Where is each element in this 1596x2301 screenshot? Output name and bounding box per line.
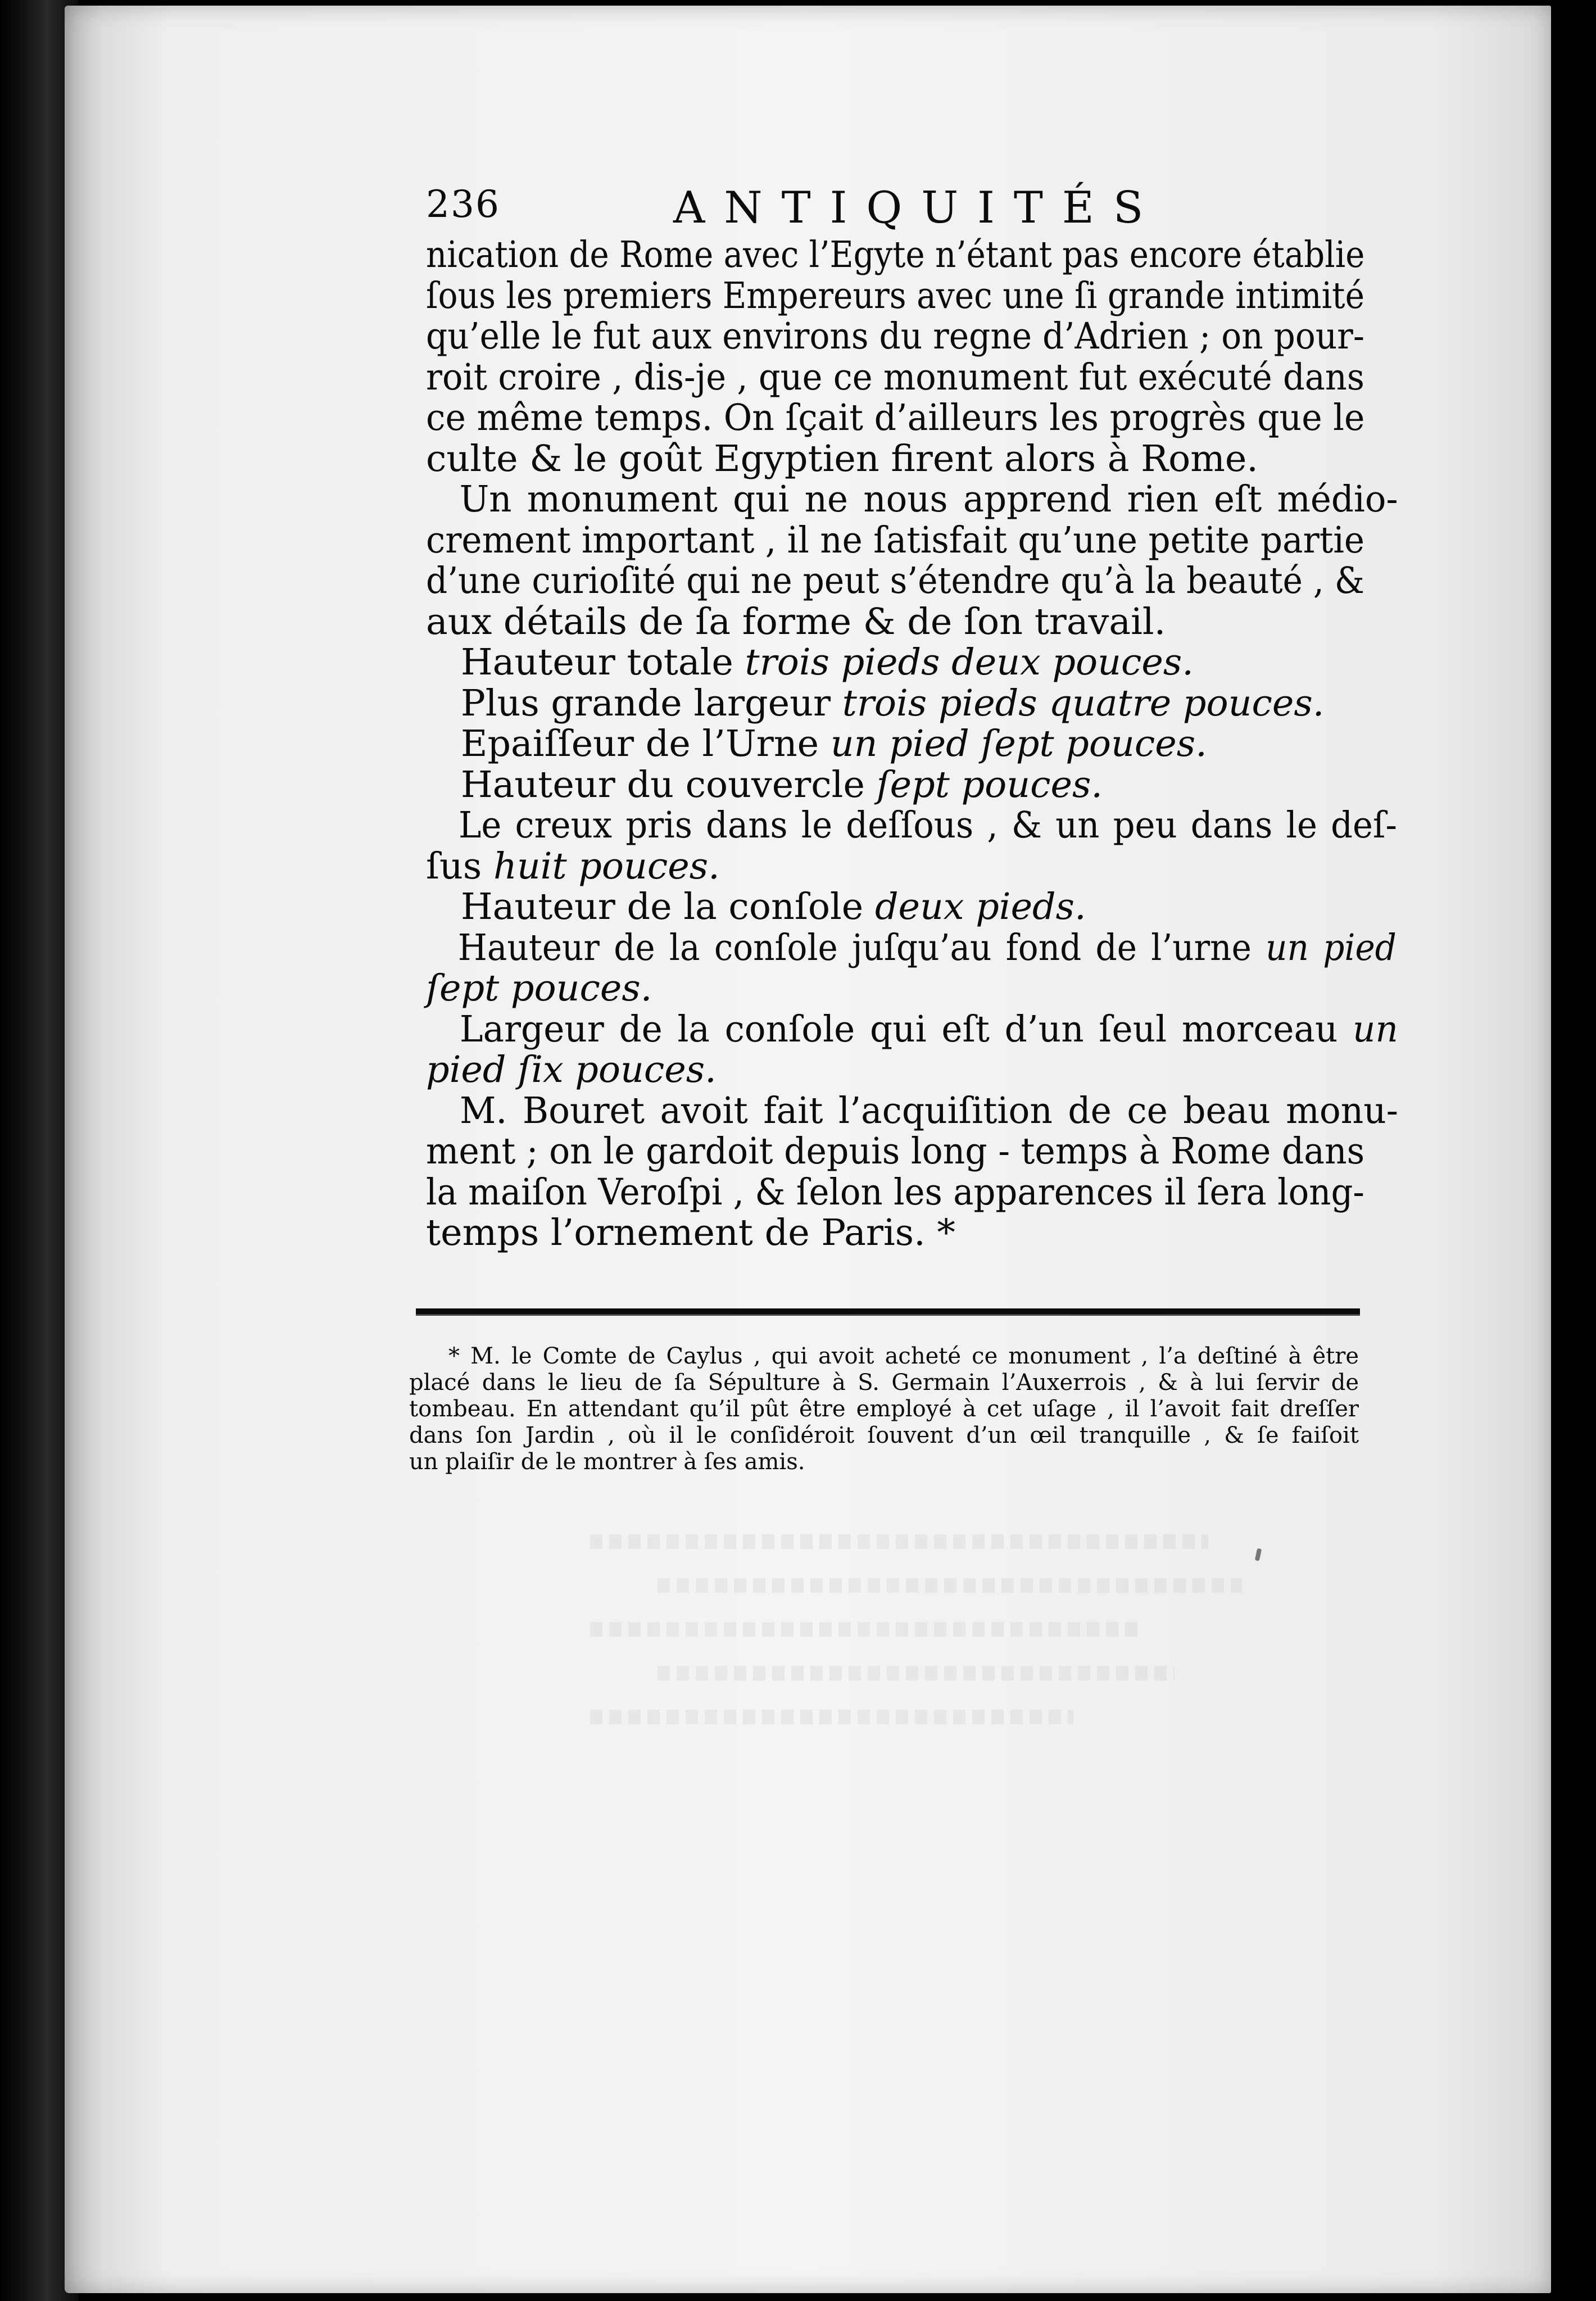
text-segment: Hauteur de la conſole juſqu’au fond de l’urne <box>457 926 1266 969</box>
body-line <box>426 520 1364 561</box>
body-line <box>426 235 1364 276</box>
text-segment: Hauteur de la conſole <box>461 886 875 928</box>
body-line <box>426 479 1398 520</box>
text-segment: ce même temps. On ſçait d’ailleurs les progrès que le <box>426 397 1365 439</box>
italic-measure: pied ſix pouces. <box>426 1049 717 1091</box>
show-through-stroke <box>658 1666 1175 1681</box>
text-segment: Largeur de la conſole qui eſt d’un ſeul morceau <box>459 1008 1353 1050</box>
page-number: 236 <box>426 183 500 226</box>
body-line <box>426 846 1364 887</box>
text-segment: Hauteur du couvercle <box>461 763 877 806</box>
text-segment: la maiſon Veroſpi , & ſelon les apparences il ſera long- <box>426 1171 1365 1213</box>
show-through-stroke <box>590 1534 1208 1549</box>
body-text <box>426 234 1399 1254</box>
body-line <box>426 439 1364 480</box>
show-through-stroke <box>590 1710 1073 1724</box>
text-segment: nication de Rome avec l’Egyte n’étant pas encore établie <box>426 234 1365 276</box>
text-segment: crement important , il ne ſatisfait qu’une petite partie <box>426 519 1365 561</box>
text-segment: Epaiſſeur de l’Urne <box>461 723 831 765</box>
body-line <box>426 561 1364 602</box>
italic-measure: trois pieds deux pouces. <box>745 641 1194 683</box>
body-line <box>426 1091 1398 1132</box>
footnote-line: * M. le Comte de Caylus , qui avoit acheté ce monument , l’a deſtiné à être <box>448 1343 1359 1369</box>
text-segment: Hauteur totale <box>461 641 745 683</box>
italic-measure: huit pouces. <box>493 845 720 887</box>
text-segment: temps l’ornement de Paris. * <box>426 1212 955 1254</box>
body-line <box>426 602 1364 643</box>
text-segment: d’une curioſité qui ne peut s’étendre qu’à la beauté , & <box>426 560 1365 602</box>
body-line <box>426 765 1364 806</box>
italic-measure: trois pieds quatre pouces. <box>842 682 1325 724</box>
body-line <box>426 968 1364 1009</box>
footnote <box>409 1343 1359 1475</box>
body-line <box>426 724 1364 765</box>
footnote-line: un plaiſir de le montrer à ſes amis. <box>409 1449 805 1475</box>
footnote-line: tombeau. En attendant qu’il pût être employé à cet uſage , il l’avoit fait dreſſer <box>409 1396 1359 1422</box>
text-segment: roit croire , dis-je , que ce monument fut exécuté dans <box>426 356 1364 398</box>
italic-measure: ſept pouces. <box>876 763 1103 806</box>
italic-measure: deux pieds. <box>874 886 1086 928</box>
text-segment: Plus grande largeur <box>461 682 842 724</box>
text-segment: ſus <box>426 845 493 887</box>
text-segment: aux détails de ſa forme & de ſon travail. <box>426 600 1166 643</box>
text-segment: M. Bouret avoit fait l’acquiſition de ce beau monu- <box>459 1089 1399 1132</box>
body-line <box>426 276 1364 317</box>
text-segment: ment ; on le gardoit depuis long - temps à Rome dans <box>426 1130 1365 1172</box>
body-line <box>426 683 1364 724</box>
running-title: ANTIQUITÉS <box>673 183 1163 233</box>
body-line <box>426 1050 1364 1091</box>
body-line <box>426 805 1397 846</box>
footnote-line: dans ſon Jardin , où il le conſidéroit ſouvent d’un œil tranquille , & ſe faiſoit <box>409 1423 1359 1448</box>
body-line <box>426 642 1364 683</box>
text-segment: qu’elle le fut aux environs du regne d’Adrien ; on pour- <box>426 315 1365 357</box>
footnote-line: placé dans le lieu de ſa Sépulture à S. Germain l’Auxerrois , & à lui ſervir de <box>409 1370 1359 1396</box>
body-line <box>426 1172 1364 1213</box>
body-line <box>426 357 1364 398</box>
text-segment: culte & le goût Egyptien firent alors à Rome. <box>426 437 1258 480</box>
show-through-stroke <box>658 1578 1242 1593</box>
italic-measure: un pied <box>1266 926 1396 969</box>
body-line <box>426 887 1364 928</box>
footnote-rule <box>416 1308 1360 1316</box>
text-segment: Un monument qui ne nous apprend rien eſt médio- <box>459 478 1398 520</box>
italic-measure: ſept pouces. <box>426 967 652 1009</box>
show-through-stroke <box>590 1622 1141 1637</box>
text-segment: Le creux pris dans le deſſous , & un peu dans le deſ- <box>459 804 1398 846</box>
body-line <box>426 398 1364 439</box>
body-line <box>426 928 1396 969</box>
text-segment: ſous les premiers Empereurs avec une ſi grande intimité <box>426 274 1365 317</box>
italic-measure: un <box>1353 1008 1398 1050</box>
body-line <box>426 1213 1364 1254</box>
italic-measure: un pied ſept pouces. <box>830 723 1207 765</box>
body-line <box>426 1131 1364 1172</box>
body-line <box>426 316 1364 357</box>
body-line <box>426 1009 1398 1050</box>
